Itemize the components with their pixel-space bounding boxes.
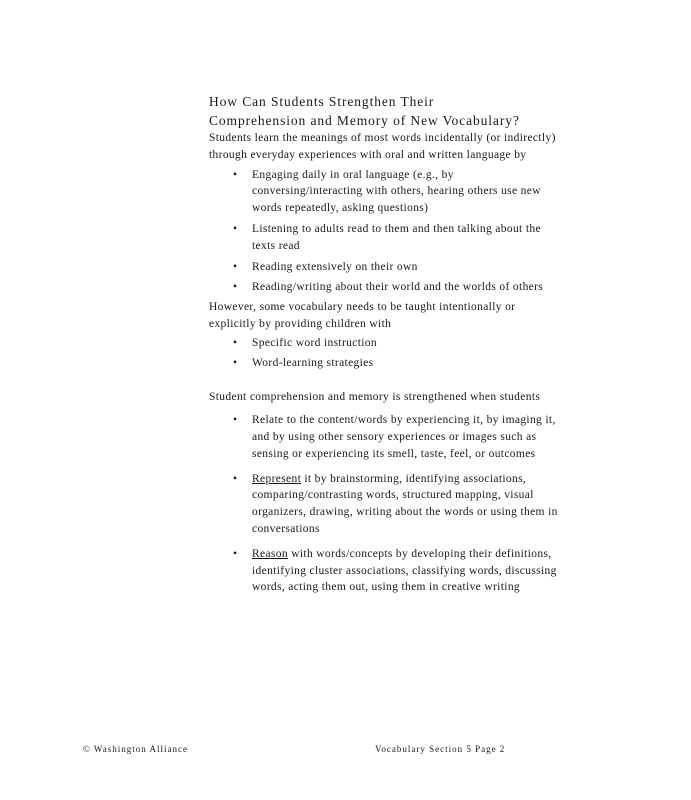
list-item: [209, 279, 559, 296]
document-body: [209, 92, 559, 604]
footer-copyright: © Washington Alliance: [83, 744, 188, 754]
title-line-2: Comprehension and Memory of New Vocabulary?: [209, 113, 520, 128]
bullet-icon: •: [233, 356, 238, 369]
list-item-text: Reading extensively on their own: [252, 260, 418, 273]
term-reason: Reason: [252, 547, 288, 560]
title-line-1: How Can Students Strengthen Their: [209, 94, 435, 109]
list-item: [209, 221, 559, 255]
strengthened-paragraph: Student comprehension and memory is strengthened when students: [209, 391, 541, 404]
strategy-list: [209, 412, 559, 596]
footer-page-number: Vocabulary Section 5 Page 2: [375, 744, 506, 754]
bullet-icon: •: [233, 547, 238, 560]
list-item: [209, 355, 559, 372]
bullet-icon: •: [233, 222, 238, 235]
bullet-icon: •: [233, 414, 238, 427]
list-item: [209, 335, 559, 352]
bullet-icon: •: [233, 472, 238, 485]
list-item: [209, 167, 559, 217]
list-item-text: Reading/writing about their world and the worlds of others: [252, 281, 544, 294]
list-item-text: Engaging daily in oral language (e.g., by conversing/interacting with others, hearing others use new words repeatedly, asking questions): [252, 168, 541, 215]
explicit-instruction-list: [209, 335, 559, 372]
bullet-icon: •: [233, 168, 238, 181]
list-item-text: Specific word instruction: [252, 336, 378, 349]
list-item-reason: [209, 546, 559, 596]
intro-paragraph: Students learn the meanings of most words incidentally (or indirectly) through everyday experiences with oral and written language by: [209, 132, 556, 161]
spacer: [209, 374, 559, 389]
list-item-text: Relate to the content/words by experiencing it, by imaging it, and by using other sensory experiences or images such as sensing or experiencing its smell, taste, feel, or outcomes: [252, 414, 556, 460]
list-item-text: with words/concepts by developing their definitions, identifying cluster associations, classifying words, discussing words, acting them out, using them in creative writing: [252, 547, 557, 594]
term-represent: Represent: [252, 472, 302, 485]
bullet-icon: •: [233, 281, 238, 294]
list-item-text: Listening to adults read to them and then talking about the texts read: [252, 222, 541, 252]
bullet-icon: •: [233, 260, 238, 273]
list-item-text: it by brainstorming, identifying associations, comparing/contrasting words, structured mapping, visual organizers, drawing, writing about the words or using them in conversations: [252, 472, 558, 535]
bullet-icon: •: [233, 336, 238, 349]
list-item: [209, 259, 559, 276]
incidental-learning-list: [209, 167, 559, 297]
list-item-text: Word-learning strategies: [252, 356, 374, 369]
list-item-relate: [209, 412, 559, 462]
explicit-instruction-paragraph: However, some vocabulary needs to be taught intentionally or explicitly by providing children with: [209, 301, 516, 330]
page-title: [209, 92, 559, 130]
list-item-represent: [209, 471, 559, 538]
